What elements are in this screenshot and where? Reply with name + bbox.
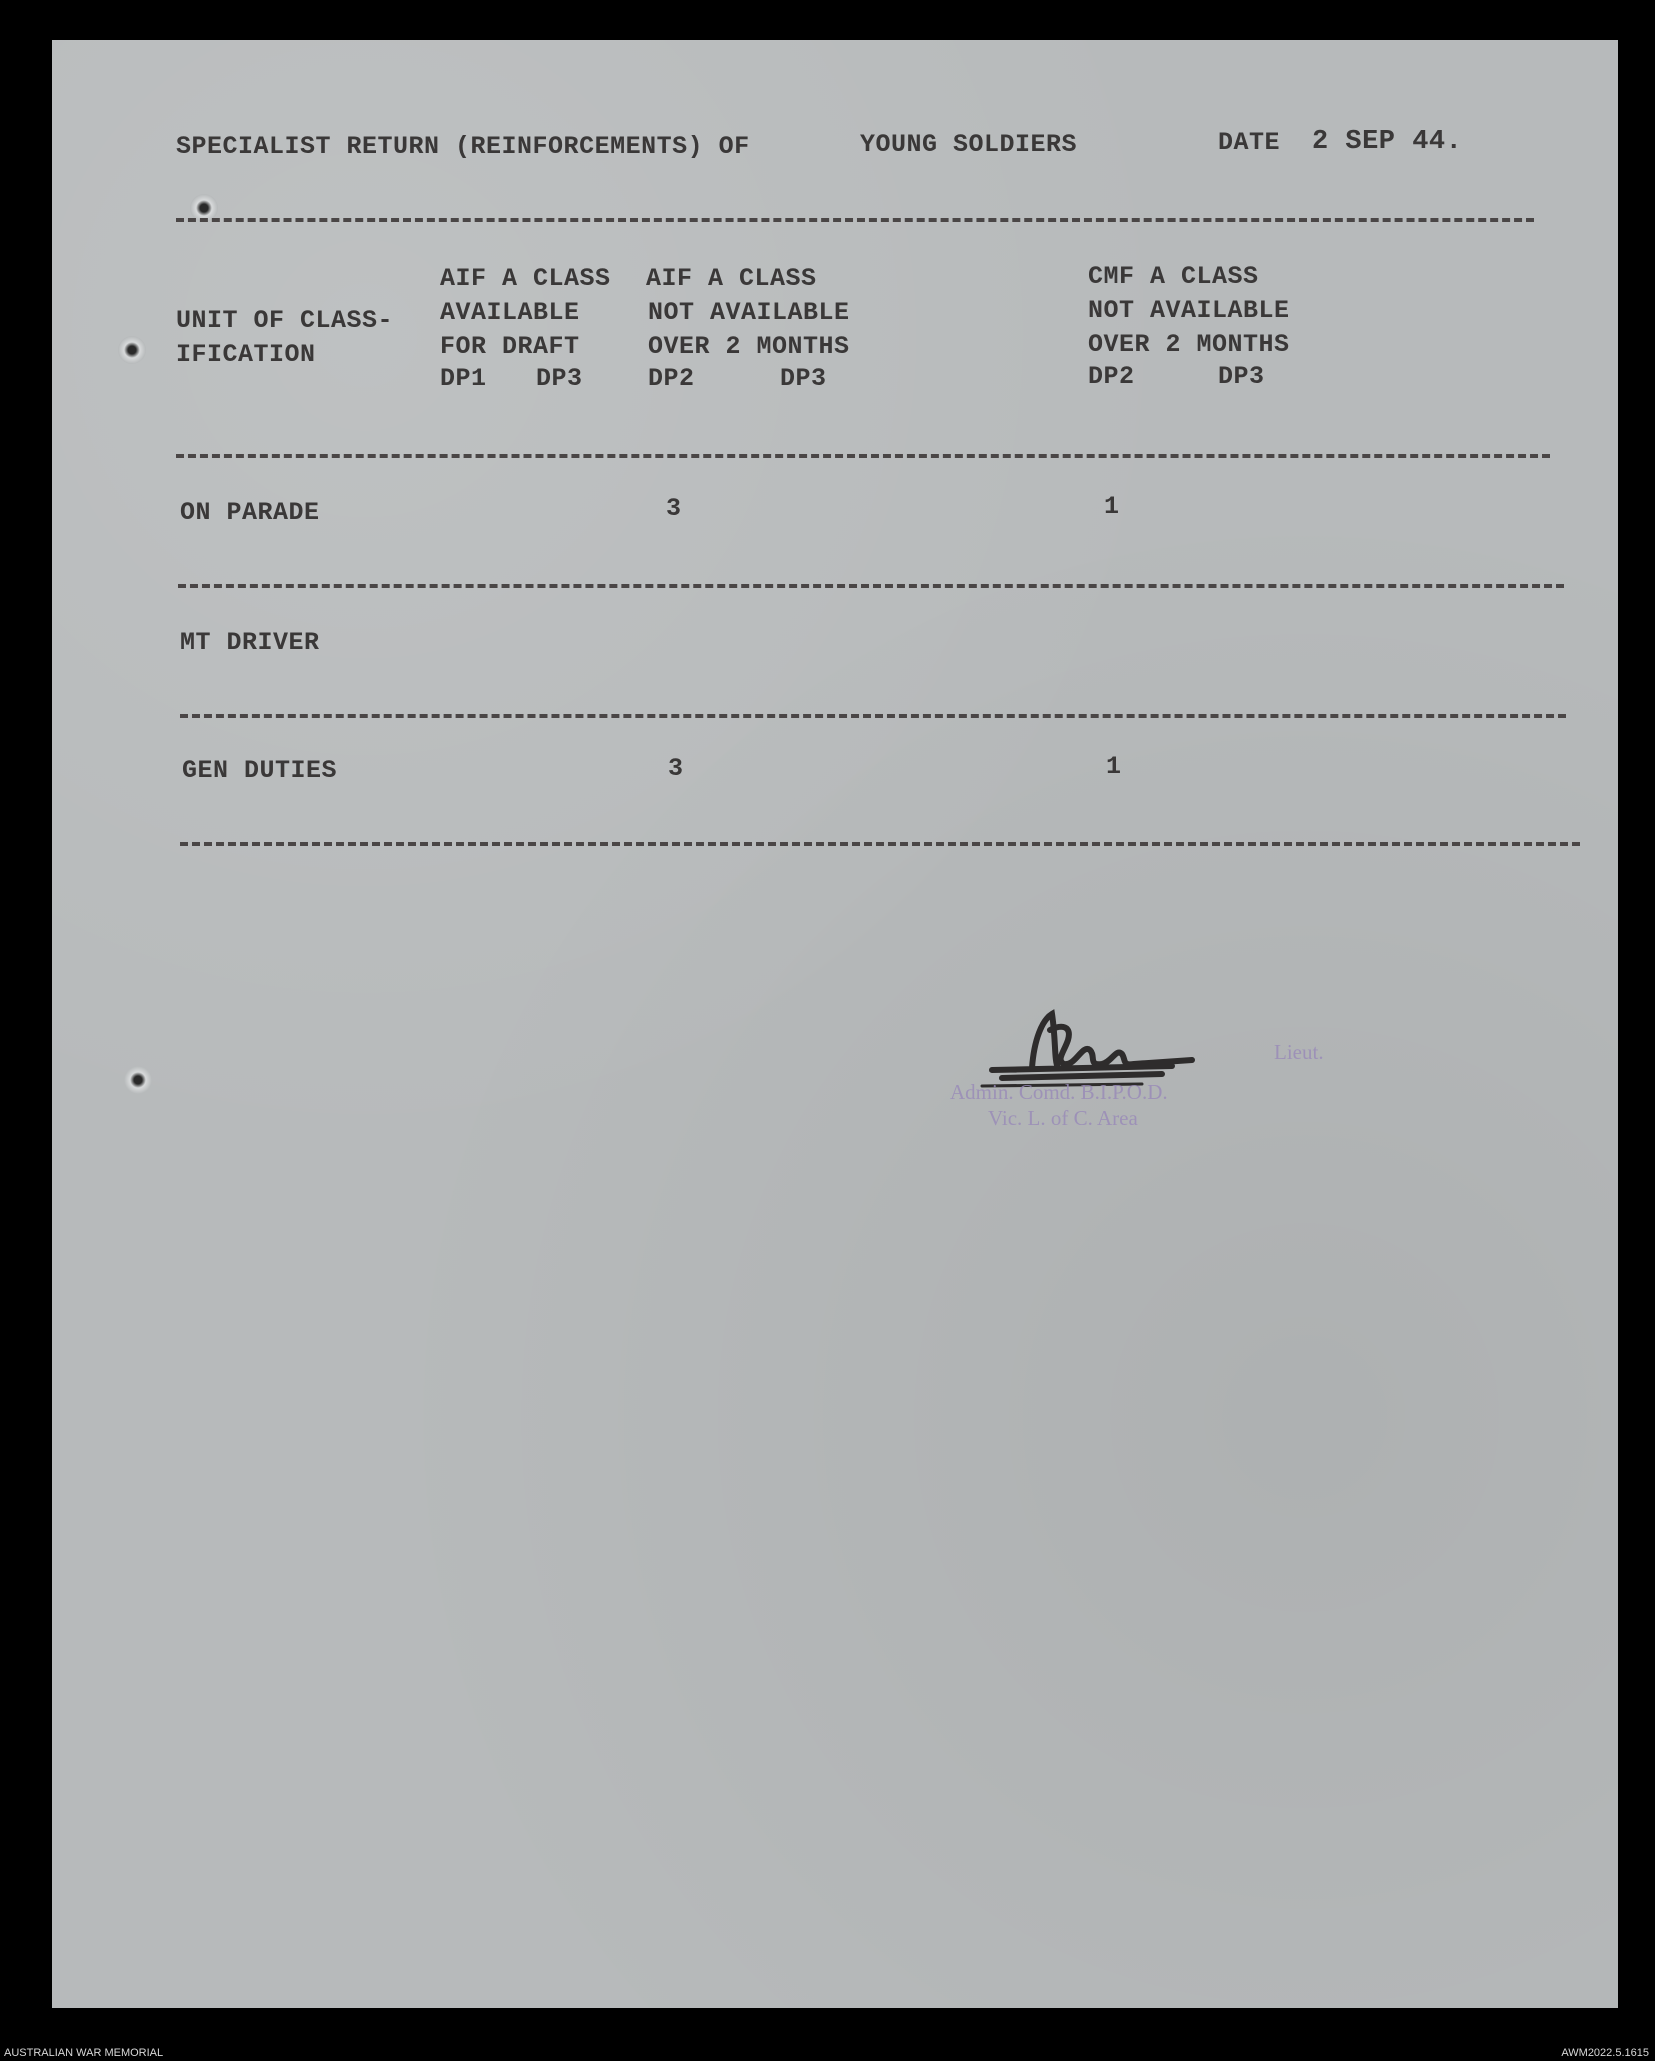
row-label: GEN DUTIES [182,756,338,785]
col-aif-available-dp3: DP3 [536,364,583,393]
rule-row-3 [180,842,1580,846]
rule-under-header [176,218,1534,222]
col-unit-heading-1: UNIT OF CLASS- [176,306,394,335]
footer-credit: AUSTRALIAN WAR MEMORIAL [4,2047,164,2059]
punch-hole-lower [124,1066,152,1094]
row-label: ON PARADE [180,498,320,527]
header-title: SPECIALIST RETURN (REINFORCEMENTS) OF [176,132,750,161]
col-aif-not-available-dp2: DP2 [648,364,695,393]
rule-row-1 [178,584,1564,588]
col-aif-not-available-1: AIF A CLASS [646,264,817,293]
col-aif-available-dp1: DP1 [440,364,487,393]
col-aif-not-available-3: OVER 2 MONTHS [648,332,850,361]
col-aif-available-3: FOR DRAFT [440,332,580,361]
col-cmf-not-available-2: NOT AVAILABLE [1088,296,1290,325]
row-aif-dp2-value: 3 [666,494,682,523]
col-aif-not-available-2: NOT AVAILABLE [648,298,850,327]
row-cmf-dp2-value: 1 [1104,492,1120,521]
stamp-admin-line: Admin. Comd. B.I.P.O.D. [950,1080,1168,1104]
col-aif-available-2: AVAILABLE [440,298,580,327]
col-cmf-not-available-dp3: DP3 [1218,362,1265,391]
header-date-label: DATE [1218,128,1281,157]
punch-hole-left [118,336,146,364]
col-cmf-not-available-dp2: DP2 [1088,362,1135,391]
row-aif-dp2-value: 3 [668,754,684,783]
rule-row-2 [180,714,1566,718]
rule-under-headings [176,454,1550,458]
col-unit-heading-2: IFICATION [176,340,316,369]
stamp-rank: Lieut. [1274,1040,1324,1064]
col-cmf-not-available-3: OVER 2 MONTHS [1088,330,1290,359]
row-cmf-dp2-value: 1 [1106,752,1122,781]
document-page [52,40,1618,2008]
header-unit: YOUNG SOLDIERS [860,130,1078,159]
footer-accession-number: AWM2022.5.1615 [1561,2047,1649,2059]
header-date-value: 2 SEP 44. [1312,127,1463,157]
col-cmf-not-available-1: CMF A CLASS [1088,262,1259,291]
col-aif-available-1: AIF A CLASS [440,264,611,293]
row-label: MT DRIVER [180,628,320,657]
stamp-area-line: Vic. L. of C. Area [988,1106,1138,1130]
col-aif-not-available-dp3: DP3 [780,364,827,393]
